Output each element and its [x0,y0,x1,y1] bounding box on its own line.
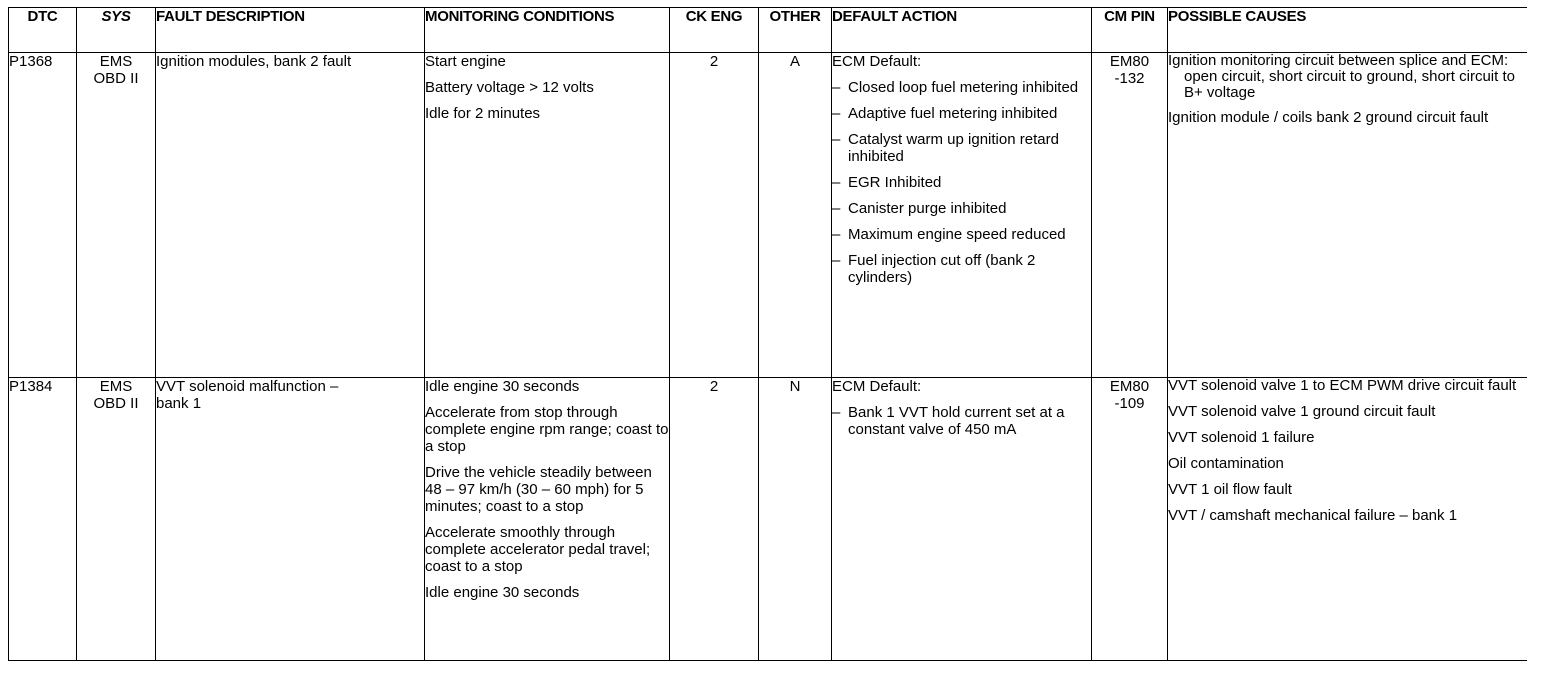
fault-description: Ignition modules, bank 2 fault [156,53,352,70]
dtc-cell [9,53,77,378]
header-monitoring-conditions: MONITORING CONDITIONS [425,8,670,53]
monitoring-condition: Drive the vehicle steadily between 48 – 97 km/h (30 – 60 mph) for 5 minutes; coast to a stop [425,464,652,515]
possible-causes-cell [1168,53,1527,378]
cm-pin-cell [1092,378,1168,661]
dtc-code: P1384 [9,378,53,395]
default-action-item [832,174,1091,191]
monitoring-condition: Start engine [425,53,506,70]
dash-bullet: – [832,105,841,122]
monitoring-condition: Idle engine 30 seconds [425,378,580,395]
cm-pin-line: -132 [1114,70,1145,87]
monitoring-conditions-cell [425,378,670,661]
dash-bullet: – [832,131,841,148]
header-possible-causes: POSSIBLE CAUSES [1168,8,1527,53]
fault-description-cell [156,378,425,661]
ck-eng-cell [670,378,759,661]
default-action-item [832,404,1091,438]
cm-pin-line: EM80 [1109,53,1150,70]
default-action-cell [832,53,1092,378]
possible-cause: Ignition monitoring circuit between splice and ECM: open circuit, short circuit to ground, short circuit to B+ voltage [1168,52,1515,101]
possible-causes-cell [1168,378,1527,661]
default-action-text: Catalyst warm up ignition retard inhibited [848,131,1059,165]
default-action-text: Fuel injection cut off (bank 2 cylinders) [848,252,1036,286]
other-value: N [789,378,801,395]
default-action-item [832,105,1091,122]
possible-cause: VVT solenoid valve 1 to ECM PWM drive circuit fault [1168,377,1517,394]
default-action-text: Canister purge inhibited [848,200,1007,217]
header-fault-description: FAULT DESCRIPTION [156,8,425,53]
cm-pin-line: EM80 [1109,378,1150,395]
dash-bullet: – [832,226,841,243]
header-cm-pin: CM PIN [1092,8,1168,53]
possible-cause: Oil contamination [1168,455,1284,472]
default-action-item [832,226,1091,243]
monitoring-condition: Battery voltage > 12 volts [425,79,594,96]
dash-bullet: – [832,174,841,191]
table-row [9,53,1527,378]
sys-line: OBD II [93,395,139,412]
dash-bullet: – [832,79,841,96]
default-action-item [832,131,1091,165]
header-ck-eng: CK ENG [670,8,759,53]
sys-cell [77,378,156,661]
monitoring-condition: Accelerate smoothly through complete accelerator pedal travel; coast to a stop [425,524,651,575]
default-action-item [832,79,1091,96]
cm-pin-cell [1092,53,1168,378]
header-default-action: DEFAULT ACTION [832,8,1092,53]
default-action-text: Bank 1 VVT hold current set at a constant valve of 450 mA [848,404,1065,438]
sys-line: EMS [99,53,133,70]
sys-cell [77,53,156,378]
monitoring-condition: Idle engine 30 seconds [425,584,580,601]
possible-cause: VVT 1 oil flow fault [1168,481,1292,498]
dtc-table [8,7,1527,661]
default-action-cell [832,378,1092,661]
dtc-cell [9,378,77,661]
monitoring-condition: Idle for 2 minutes [425,105,541,122]
default-action-text: Closed loop fuel metering inhibited [848,79,1079,96]
header-dtc: DTC [9,8,77,53]
fault-description: VVT solenoid malfunction – bank 1 [156,378,339,412]
other-cell [759,53,832,378]
header-sys: SYS [77,8,156,53]
default-action-item [832,252,1091,286]
dash-bullet: – [832,200,841,217]
ck-eng-cell [670,53,759,378]
possible-cause: VVT / camshaft mechanical failure – bank 1 [1168,507,1458,524]
default-action-text: Maximum engine speed reduced [848,226,1066,243]
default-action-heading: ECM Default: [832,378,922,395]
table-row [9,378,1527,661]
fault-description-cell [156,53,425,378]
default-action-item [832,200,1091,217]
dtc-code: P1368 [9,53,53,70]
ck-eng-value: 2 [709,53,719,70]
possible-cause: VVT solenoid valve 1 ground circuit fault [1168,403,1436,420]
default-action-text: Adaptive fuel metering inhibited [848,105,1058,122]
cm-pin-line: -109 [1114,395,1145,412]
default-action-text: EGR Inhibited [848,174,942,191]
ck-eng-value: 2 [709,378,719,395]
other-cell [759,378,832,661]
other-value: A [789,53,800,70]
sys-line: OBD II [93,70,139,87]
dash-bullet: – [832,404,841,421]
monitoring-conditions-cell [425,53,670,378]
default-action-heading: ECM Default: [832,53,922,70]
possible-cause: VVT solenoid 1 failure [1168,429,1315,446]
possible-cause: Ignition module / coils bank 2 ground circuit fault [1168,109,1489,126]
header-other: OTHER [759,8,832,53]
sys-line: EMS [99,378,133,395]
monitoring-condition: Accelerate from stop through complete engine rpm range; coast to a stop [425,404,669,455]
dash-bullet: – [832,252,841,269]
header-row [9,8,1527,53]
